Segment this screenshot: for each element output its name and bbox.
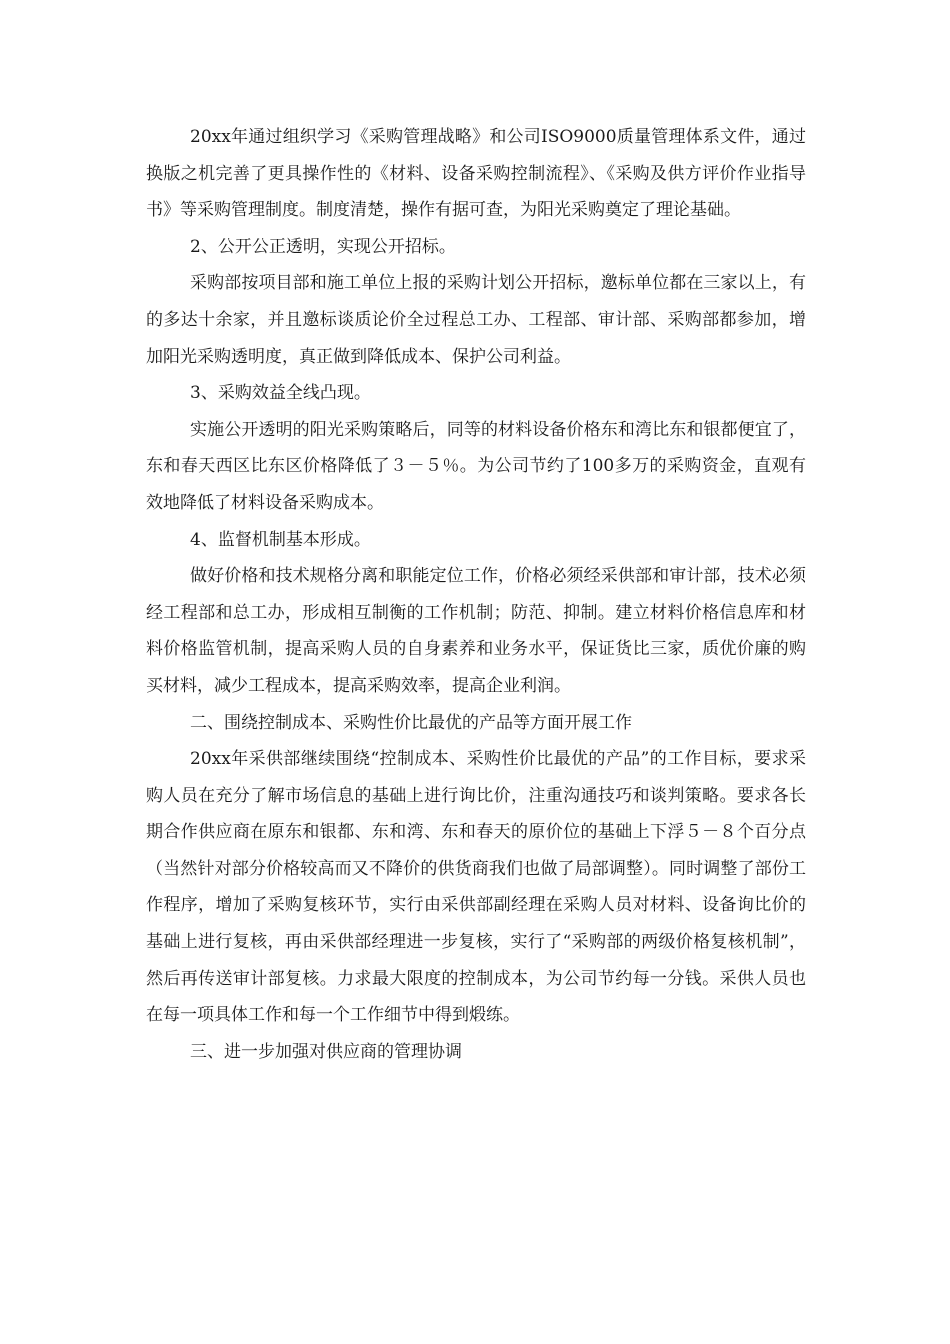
heading-procurement-benefits: 3、采购效益全线凸现。 bbox=[190, 383, 371, 404]
paragraph-procurement-benefits: 实施公开透明的阳光采购策略后，同等的材料设备价格东和湾比东和银都便宜了，东和春天西区比东区价格降低了３－５％。为公司节约了100多万的采购资金，直观有效地降低了材料设备采购成本。 bbox=[146, 419, 806, 513]
heading-supervision-mechanism: 4、监督机制基本形成。 bbox=[190, 529, 371, 550]
document-body bbox=[146, 119, 806, 1070]
paragraph-supervision-mechanism: 做好价格和技术规格分离和职能定位工作，价格必须经采供部和审计部，技术必须经工程部和总工办，形成相互制衡的工作机制；防范、抑制。建立材料价格信息库和材料价格监管机制，提高采购人员的自身素养和业务水平，保证货比三家，质优价廉的购买材料，减少工程成本，提高采购效率，提高企业利润。 bbox=[146, 566, 806, 696]
paragraph-open-bidding: 采购部按项目部和施工单位上报的采购计划公开招标，邀标单位都在三家以上，有的多达十余家，并且邀标谈质论价全过程总工办、工程部、审计部、采购部都参加，增加阳光采购透明度，真正做到降低成本、保护公司利益。 bbox=[146, 273, 806, 367]
heading-section-three: 三、进一步加强对供应商的管理协调 bbox=[190, 1041, 462, 1062]
heading-section-two: 二、围绕控制成本、采购性价比最优的产品等方面开展工作 bbox=[190, 712, 632, 733]
paragraph-study-documents: 20xx年通过组织学习《采购管理战略》和公司ISO9000质量管理体系文件，通过换版之机完善了更具操作性的《材料、设备采购控制流程》、《采购及供方评价作业指导书》等采购管理制度。制度清楚，操作有据可查，为阳光采购奠定了理论基础。 bbox=[146, 127, 806, 221]
paragraph-cost-control: 20xx年采供部继续围绕“控制成本、采购性价比最优的产品”的工作目标，要求采购人员在充分了解市场信息的基础上进行询比价，注重沟通技巧和谈判策略。要求各长期合作供应商在原东和银都、东和湾、东和春天的原价位的基础上下浮５－８个百分点（当然针对部分价格较高而又不降价的供货商我们也做了局部调整）。同时调整了部份工作程序，增加了采购复核环节，实行由采供部副经理在采购人员对材料、设备询比价的基础上进行复核，再由采供部经理进一步复核，实行了“采购部的两级价格复核机制”，然后再传送审计部复核。力求最大限度的控制成本，为公司节约每一分钱。采供人员也在每一项具体工作和每一个工作细节中得到煅练。 bbox=[146, 749, 806, 1026]
heading-open-bidding: 2、公开公正透明，实现公开招标。 bbox=[190, 236, 456, 257]
